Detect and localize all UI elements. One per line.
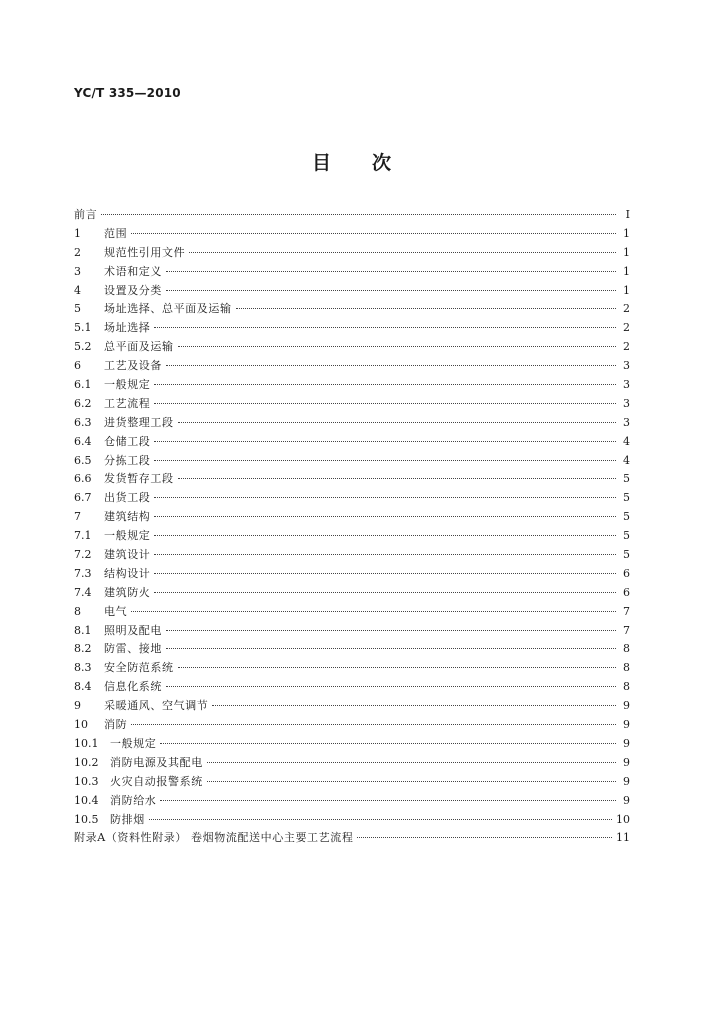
toc-entry[interactable] xyxy=(74,811,630,830)
toc-entry-page: 6 xyxy=(623,566,630,580)
toc-dot-leader xyxy=(166,686,616,687)
toc-entry-page: 5 xyxy=(623,548,630,562)
toc-entry-page: 5 xyxy=(623,529,630,543)
toc-entry-title: 一般规定 xyxy=(110,736,157,750)
toc-entry[interactable] xyxy=(74,754,630,773)
toc-entry[interactable] xyxy=(74,773,630,792)
toc-entry-page: 8 xyxy=(623,680,630,694)
toc-entry-title: 采暖通风、空气调节 xyxy=(104,699,209,713)
toc-entry[interactable] xyxy=(74,319,630,338)
toc-entry-title: 建筑防火 xyxy=(104,585,151,599)
toc-title-right: 次 xyxy=(372,152,393,174)
toc-entry-number: 7 xyxy=(74,510,81,524)
toc-entry[interactable] xyxy=(74,414,630,433)
toc-entry-page: 1 xyxy=(623,245,630,259)
toc-entry-number: 8.3 xyxy=(74,661,92,675)
toc-entry-number: 8.2 xyxy=(74,642,92,656)
toc-entry-title: 设置及分类 xyxy=(104,283,162,297)
toc-dot-leader xyxy=(154,460,616,461)
toc-entry-number: 4 xyxy=(74,283,81,297)
toc-entry[interactable] xyxy=(74,433,630,452)
toc-dot-leader xyxy=(178,346,616,347)
toc-entry-number: 10.1 xyxy=(74,736,99,750)
toc-entry-page: 8 xyxy=(623,642,630,656)
toc-entry-title: 火灾自动报警系统 xyxy=(110,774,203,788)
toc-entry[interactable] xyxy=(74,508,630,527)
toc-entry-number: 10.2 xyxy=(74,755,99,769)
toc-entry-title: 建筑结构 xyxy=(104,510,151,524)
toc-entry-title: 出货工段 xyxy=(104,491,151,505)
toc-entry-page: 3 xyxy=(623,396,630,410)
toc-entry-page: 11 xyxy=(616,831,630,845)
toc-dot-leader xyxy=(160,743,616,744)
toc-dot-leader xyxy=(357,837,612,838)
toc-entry-title: 进货整理工段 xyxy=(104,415,174,429)
toc-entry-number: 3 xyxy=(74,264,81,278)
toc-entry-number: 6.1 xyxy=(74,378,92,392)
toc-dot-leader xyxy=(178,478,616,479)
toc-entry-title: 一般规定 xyxy=(104,529,151,543)
toc-entry-title: 消防给水 xyxy=(110,793,157,807)
toc-entry-number: 6 xyxy=(74,359,81,373)
toc-entry-number: 10 xyxy=(74,718,88,732)
toc-entry[interactable] xyxy=(74,697,630,716)
toc-entry-number: 1 xyxy=(74,226,81,240)
toc-dot-leader xyxy=(154,592,616,593)
toc-dot-leader xyxy=(154,327,616,328)
toc-entry-number: 6.3 xyxy=(74,415,92,429)
toc-entry-page: 9 xyxy=(623,736,630,750)
toc-entry-title: 一般规定 xyxy=(104,378,151,392)
toc-dot-leader xyxy=(154,384,616,385)
toc-entry[interactable] xyxy=(74,640,630,659)
toc-entry-page: 9 xyxy=(623,699,630,713)
toc-entry-title: 照明及配电 xyxy=(104,623,162,637)
toc-entry-title: 发货暂存工段 xyxy=(104,472,174,486)
toc-entry-page: 3 xyxy=(623,378,630,392)
toc-entry-page: 4 xyxy=(623,453,630,467)
toc-dot-leader xyxy=(101,214,616,215)
toc-entry-page: 5 xyxy=(623,491,630,505)
toc-entry-number: 6.2 xyxy=(74,396,92,410)
toc-entry-title: 安全防范系统 xyxy=(104,661,174,675)
toc-entry[interactable] xyxy=(74,282,630,301)
toc-entry-page: 3 xyxy=(623,359,630,373)
toc-entry-page: 9 xyxy=(623,718,630,732)
toc-entry-page: 6 xyxy=(623,585,630,599)
toc-entry-title: 防排烟 xyxy=(110,812,145,826)
toc-entry-title: 防雷、接地 xyxy=(104,642,162,656)
toc-entry[interactable] xyxy=(74,546,630,565)
toc-entry[interactable] xyxy=(74,338,630,357)
toc-dot-leader xyxy=(207,762,616,763)
toc-entry-number: 6.7 xyxy=(74,491,92,505)
toc-entry[interactable] xyxy=(74,565,630,584)
toc-entry-page: 1 xyxy=(623,264,630,278)
toc-entry-page: 8 xyxy=(623,661,630,675)
toc-entry-page: 5 xyxy=(623,510,630,524)
toc-entry-number: 9 xyxy=(74,699,81,713)
toc-entry-title: 附录A（资料性附录） 卷烟物流配送中心主要工艺流程 xyxy=(74,831,354,845)
toc-entry[interactable] xyxy=(74,357,630,376)
toc-entry-title: 规范性引用文件 xyxy=(104,245,186,259)
toc-entry-title: 消防电源及其配电 xyxy=(110,755,203,769)
toc-entry-page: 5 xyxy=(623,472,630,486)
toc-dot-leader xyxy=(166,290,616,291)
toc-entry-number: 6.4 xyxy=(74,434,92,448)
toc-entry-page: 9 xyxy=(623,793,630,807)
toc-dot-leader xyxy=(154,441,616,442)
toc-dot-leader xyxy=(207,781,616,782)
toc-entry-number: 8.1 xyxy=(74,623,92,637)
toc-entry-page: 2 xyxy=(623,321,630,335)
toc-entry-title: 分拣工段 xyxy=(104,453,151,467)
toc-entry-number: 7.4 xyxy=(74,585,92,599)
toc-entry-title: 总平面及运输 xyxy=(104,340,174,354)
toc-entry-number: 5 xyxy=(74,302,81,316)
toc-dot-leader xyxy=(166,630,616,631)
toc-entry-page: 1 xyxy=(623,226,630,240)
toc-entry-page: 3 xyxy=(623,415,630,429)
toc-entry[interactable] xyxy=(74,678,630,697)
toc-dot-leader xyxy=(212,705,616,706)
toc-entry-title: 仓储工段 xyxy=(104,434,151,448)
toc-dot-leader xyxy=(189,252,616,253)
toc-entry[interactable] xyxy=(74,792,630,811)
toc-entry[interactable] xyxy=(74,659,630,678)
toc-entry-number: 8 xyxy=(74,604,81,618)
toc-entry-number: 7.3 xyxy=(74,566,92,580)
toc-entry[interactable] xyxy=(74,527,630,546)
toc-entry-title: 前言 xyxy=(74,208,98,221)
toc-entry-number: 6.6 xyxy=(74,472,92,486)
toc-entry-title: 范围 xyxy=(104,226,128,240)
toc-entry[interactable] xyxy=(74,244,630,263)
toc-entry-page: Ⅰ xyxy=(625,208,630,221)
toc-entry-number: 10.3 xyxy=(74,774,99,788)
toc-entry-number: 10.5 xyxy=(74,812,99,826)
toc-entry-page: 2 xyxy=(623,340,630,354)
toc-entry-number: 7.2 xyxy=(74,548,92,562)
toc-entry-page: 1 xyxy=(623,283,630,297)
toc-entry-number: 2 xyxy=(74,245,81,259)
toc-dot-leader xyxy=(149,819,612,820)
toc-entry-title: 信息化系统 xyxy=(104,680,162,694)
toc-dot-leader xyxy=(131,233,616,234)
toc-dot-leader xyxy=(236,308,616,309)
toc-dot-leader xyxy=(154,535,616,536)
toc-entry[interactable] xyxy=(74,206,630,225)
toc-entry-number: 5.2 xyxy=(74,340,92,354)
toc-dot-leader xyxy=(166,365,616,366)
table-of-contents xyxy=(74,206,630,848)
toc-dot-leader xyxy=(154,516,616,517)
toc-entry-page: 7 xyxy=(623,623,630,637)
toc-entry-page: 9 xyxy=(623,755,630,769)
toc-dot-leader xyxy=(160,800,616,801)
toc-title xyxy=(0,148,704,175)
toc-entry-title: 术语和定义 xyxy=(104,264,162,278)
toc-dot-leader xyxy=(178,422,616,423)
toc-entry[interactable] xyxy=(74,489,630,508)
toc-dot-leader xyxy=(154,403,616,404)
toc-dot-leader xyxy=(131,611,616,612)
toc-dot-leader xyxy=(131,724,616,725)
toc-entry-number: 10.4 xyxy=(74,793,99,807)
toc-dot-leader xyxy=(154,497,616,498)
toc-entry-number: 8.4 xyxy=(74,680,92,694)
toc-entry-title: 消防 xyxy=(104,718,128,732)
toc-entry-page: 9 xyxy=(623,774,630,788)
toc-entry[interactable] xyxy=(74,300,630,319)
toc-entry[interactable] xyxy=(74,225,630,244)
toc-entry[interactable] xyxy=(74,584,630,603)
toc-dot-leader xyxy=(178,667,616,668)
toc-entry-title: 场址选择 xyxy=(104,321,151,335)
toc-entry-title: 结构设计 xyxy=(104,566,151,580)
toc-entry[interactable] xyxy=(74,716,630,735)
toc-entry-page: 2 xyxy=(623,302,630,316)
toc-entry-title: 工艺流程 xyxy=(104,396,151,410)
toc-dot-leader xyxy=(166,648,616,649)
toc-entry-page: 10 xyxy=(616,812,630,826)
toc-entry[interactable] xyxy=(74,603,630,622)
toc-entry-number: 6.5 xyxy=(74,453,92,467)
toc-entry[interactable] xyxy=(74,376,630,395)
toc-title-left: 目 xyxy=(311,152,332,174)
toc-entry-number: 7.1 xyxy=(74,529,92,543)
toc-entry-title: 电气 xyxy=(104,604,128,618)
toc-dot-leader xyxy=(154,554,616,555)
toc-dot-leader xyxy=(166,271,616,272)
toc-entry-title: 场址选择、总平面及运输 xyxy=(104,302,232,316)
toc-entry[interactable] xyxy=(74,622,630,641)
toc-entry[interactable] xyxy=(74,829,630,848)
toc-entry[interactable] xyxy=(74,263,630,282)
toc-entry[interactable] xyxy=(74,735,630,754)
toc-dot-leader xyxy=(154,573,616,574)
toc-entry-page: 4 xyxy=(623,434,630,448)
toc-entry[interactable] xyxy=(74,470,630,489)
toc-entry-number: 5.1 xyxy=(74,321,92,335)
toc-entry-title: 建筑设计 xyxy=(104,548,151,562)
toc-entry-title: 工艺及设备 xyxy=(104,359,162,373)
toc-entry-page: 7 xyxy=(623,604,630,618)
toc-entry[interactable] xyxy=(74,452,630,471)
document-code: YC/T 335—2010 xyxy=(74,86,181,100)
toc-entry[interactable] xyxy=(74,395,630,414)
